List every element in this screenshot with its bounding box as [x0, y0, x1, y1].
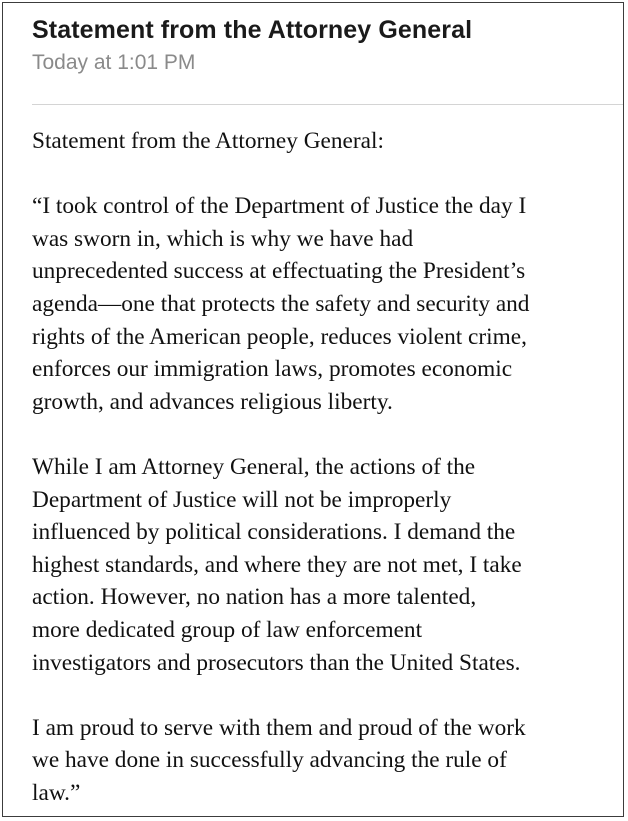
message-subject: Statement from the Attorney General	[32, 16, 473, 44]
body-paragraph: “I took control of the Department of Justice the day I was sworn in, which is why we have had unprecedented success at effectuating the President’s agenda—one that protects the safety and security and rights of the American people, reduces violent crime, enforces our immigration laws, promotes economic growth, and advances religious liberty.	[32, 193, 530, 415]
message-header	[3, 3, 623, 93]
body-paragraph: Statement from the Attorney General:	[32, 128, 384, 154]
body-paragraph: I am proud to serve with them and proud of the work we have done in successfully advancing the rule of law.”	[32, 714, 526, 806]
message-timestamp: Today at 1:01 PM	[32, 51, 196, 74]
message-view	[2, 2, 624, 817]
body-paragraph: While I am Attorney General, the actions of the Department of Justice will not be improperly influenced by political considerations. I demand the highest standards, and where they are not met, I take action. However, no nation has a more talented, more dedicated group of law enforcement investigators and prosecutors than the United States.	[32, 453, 522, 676]
message-body	[32, 125, 617, 809]
header-divider	[32, 104, 623, 105]
